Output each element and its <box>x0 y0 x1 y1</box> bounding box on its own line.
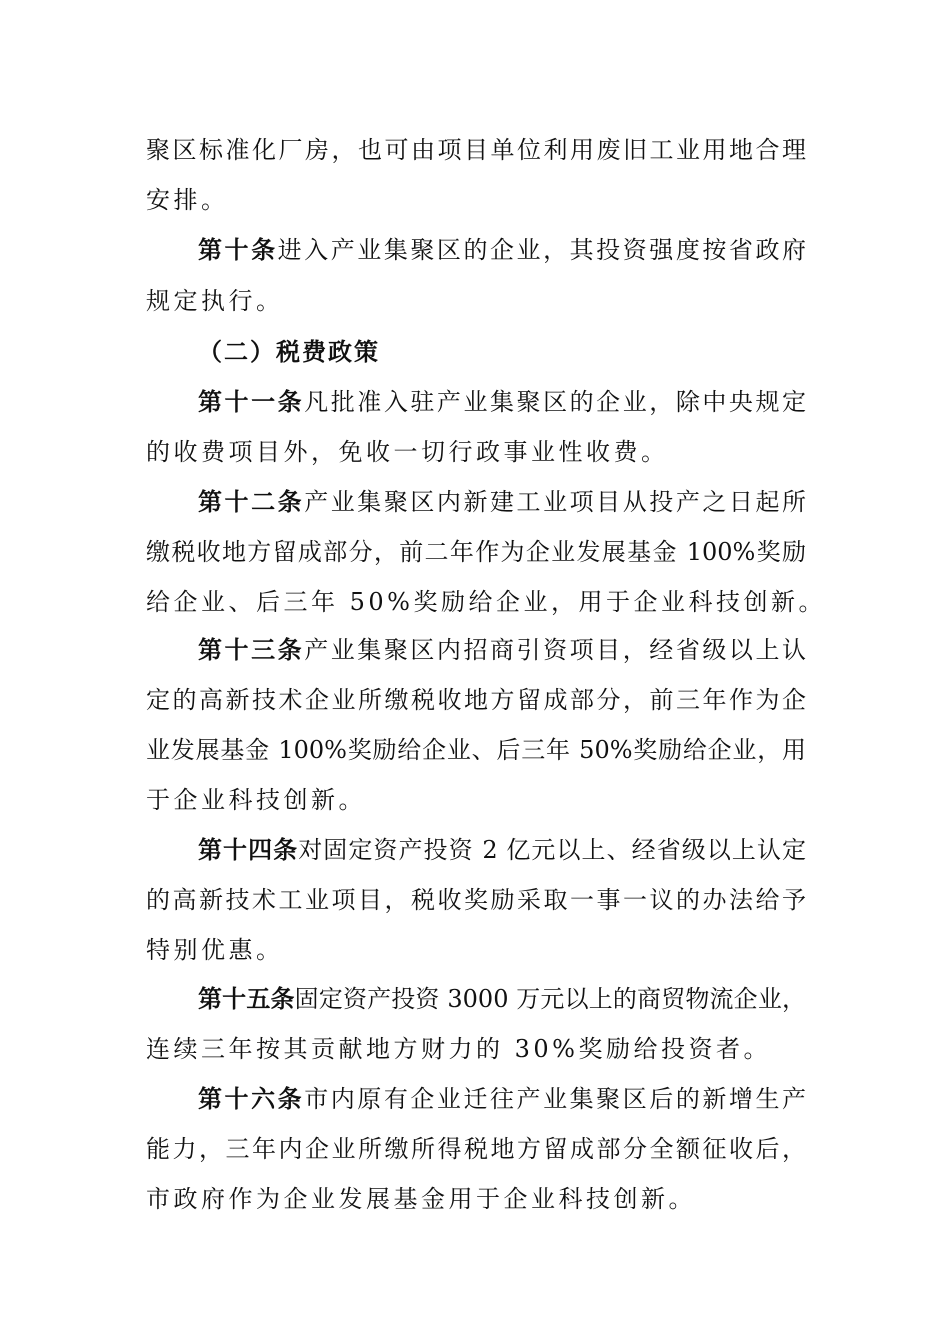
article-number: 第十条 <box>198 235 278 264</box>
article-number: 第十四条 <box>198 835 299 864</box>
article-number: 第十一条 <box>198 387 305 416</box>
section-heading: （二）税费政策 <box>198 337 380 366</box>
text-line: 规定执行。 <box>146 287 284 315</box>
article-12: 第十二条产业集聚区内新建工业项目从投产之日起所 <box>198 487 807 516</box>
article-16: 第十六条市内原有企业迁往产业集聚区后的新增生产 <box>198 1084 807 1113</box>
article-15: 第十五条固定资产投资 3000 万元以上的商贸物流企业， <box>198 984 806 1013</box>
text-line: 于企业科技创新。 <box>146 786 366 814</box>
article-11: 第十一条凡批准入驻产业集聚区的企业，除中央规定 <box>198 387 807 416</box>
text-line: 安排。 <box>146 186 229 214</box>
text-line: 特别优惠。 <box>146 936 284 964</box>
article-13: 第十三条产业集聚区内招商引资项目，经省级以上认 <box>198 635 807 664</box>
text-line: 定的高新技术企业所缴税收地方留成部分，前三年作为企 <box>146 686 806 714</box>
text-line: 能力，三年内企业所缴所得税地方留成部分全额征收后， <box>146 1135 806 1163</box>
article-number: 第十六条 <box>198 1084 305 1113</box>
text-line: 缴税收地方留成部分，前二年作为企业发展基金 100%奖励 <box>146 538 806 566</box>
text-line: 业发展基金 100%奖励给企业、后三年 50%奖励给企业，用 <box>146 736 806 764</box>
text-line: 给企业、后三年 50%奖励给企业，用于企业科技创新。 <box>146 588 826 616</box>
text-line: 的收费项目外，免收一切行政事业性收费。 <box>146 438 669 466</box>
text-line: 市政府作为企业发展基金用于企业科技创新。 <box>146 1185 696 1213</box>
article-number: 第十三条 <box>198 635 305 664</box>
article-14: 第十四条对固定资产投资 2 亿元以上、经省级以上认定 <box>198 835 806 864</box>
text-line: 的高新技术工业项目，税收奖励采取一事一议的办法给予 <box>146 886 806 914</box>
article-number: 第十五条 <box>198 984 295 1013</box>
text-line: 聚区标准化厂房，也可由项目单位利用废旧工业用地合理 <box>146 136 806 164</box>
article-number: 第十二条 <box>198 487 305 516</box>
text-line: 连续三年按其贡献地方财力的 30%奖励给投资者。 <box>146 1035 771 1063</box>
article-10: 第十条进入产业集聚区的企业，其投资强度按省政府 <box>198 235 807 264</box>
